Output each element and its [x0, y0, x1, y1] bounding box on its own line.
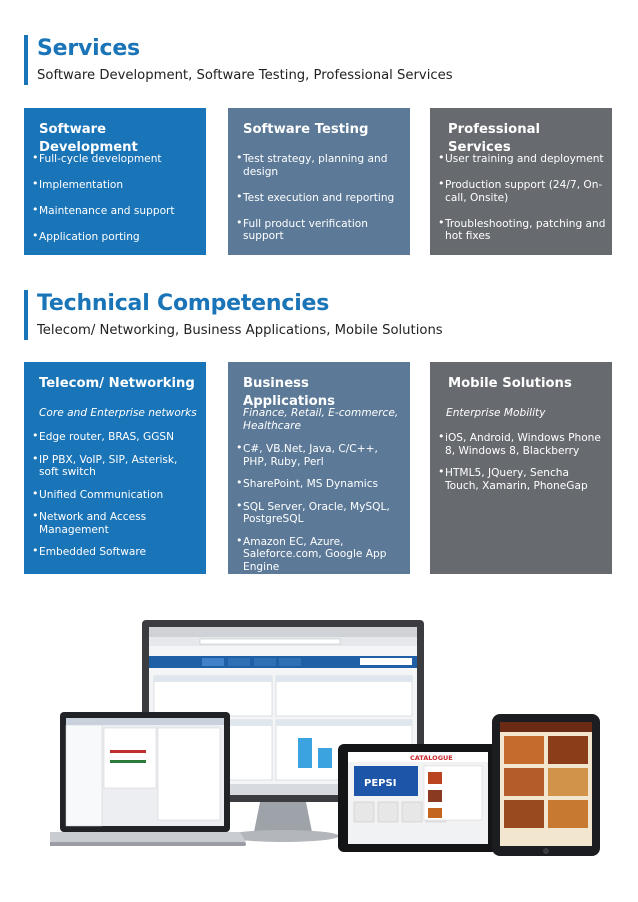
card-business-applications [228, 362, 410, 574]
card-telecom-networking [24, 362, 206, 574]
card-title: Telecom/ Networking [39, 376, 195, 391]
list-item: • iOS, Android, Windows Phone 8, Windows 8, Blackberry [438, 432, 606, 457]
competencies-subtitle: Telecom/ Networking, Business Applications, Mobile Solutions [37, 323, 443, 338]
list-item: • SQL Server, Oracle, MySQL, PostgreSQL [236, 501, 404, 526]
list-item: • HTML5, JQuery, Sencha Touch, Xamarin, PhoneGap [438, 467, 606, 492]
card-list [438, 153, 606, 243]
list-item: • Application porting [32, 231, 200, 244]
list-item: • Test strategy, planning and design [236, 153, 404, 178]
catalogue-label: CATALOGUE [410, 754, 453, 762]
card-professional-services [430, 108, 612, 255]
list-item: • Edge router, BRAS, GGSN [32, 431, 200, 444]
competencies-title: Technical Competencies [37, 291, 330, 316]
list-item: • Production support (24/7, On-call, Onsite) [438, 179, 606, 204]
card-software-testing [228, 108, 410, 255]
services-subtitle: Software Development, Software Testing, Professional Services [37, 68, 453, 83]
card-software-development [24, 108, 206, 255]
list-item: • Full product verification support [236, 218, 404, 243]
card-list [236, 443, 404, 573]
services-title: Services [37, 36, 140, 61]
list-item: • Embedded Software [32, 546, 200, 559]
list-item: • IP PBX, VoIP, SIP, Asterisk, soft switch [32, 454, 200, 479]
card-title: Software Development [39, 122, 138, 155]
list-item: • Maintenance and support [32, 205, 200, 218]
pepsi-logo: PEPSI [364, 778, 397, 789]
list-item: • Amazon EC, Azure, Saleforce.com, Google App Engine [236, 536, 404, 574]
list-item: • Network and Access Management [32, 511, 200, 536]
list-item: • Full-cycle development [32, 153, 200, 166]
laptop [50, 712, 246, 846]
services-header [24, 35, 453, 85]
card-mobile-solutions [430, 362, 612, 574]
competencies-header [24, 290, 443, 340]
card-list [236, 153, 404, 243]
list-item: • Implementation [32, 179, 200, 192]
list-item: • SharePoint, MS Dynamics [236, 478, 404, 491]
card-list [32, 431, 200, 559]
card-title: Mobile Solutions [448, 376, 572, 391]
list-item: • User training and deployment [438, 153, 606, 166]
devices-illustration [50, 600, 606, 896]
card-title: Software Testing [243, 122, 369, 137]
card-list [32, 153, 200, 244]
ipad [492, 714, 600, 856]
card-list [438, 432, 606, 492]
list-item: • Troubleshooting, patching and hot fixes [438, 218, 606, 243]
list-item: • Test execution and reporting [236, 192, 404, 205]
card-title: Professional Services [448, 122, 540, 155]
card-title: Business Applications [243, 376, 335, 409]
list-item: • Unified Communication [32, 489, 200, 502]
card-note: Core and Enterprise networks [39, 407, 197, 419]
card-note: Finance, Retail, E-commerce, Healthcare [243, 407, 399, 432]
card-note: Enterprise Mobility [446, 407, 546, 419]
windows-tablet [338, 744, 498, 852]
list-item: • C#, VB.Net, Java, C/C++, PHP, Ruby, Perl [236, 443, 404, 468]
